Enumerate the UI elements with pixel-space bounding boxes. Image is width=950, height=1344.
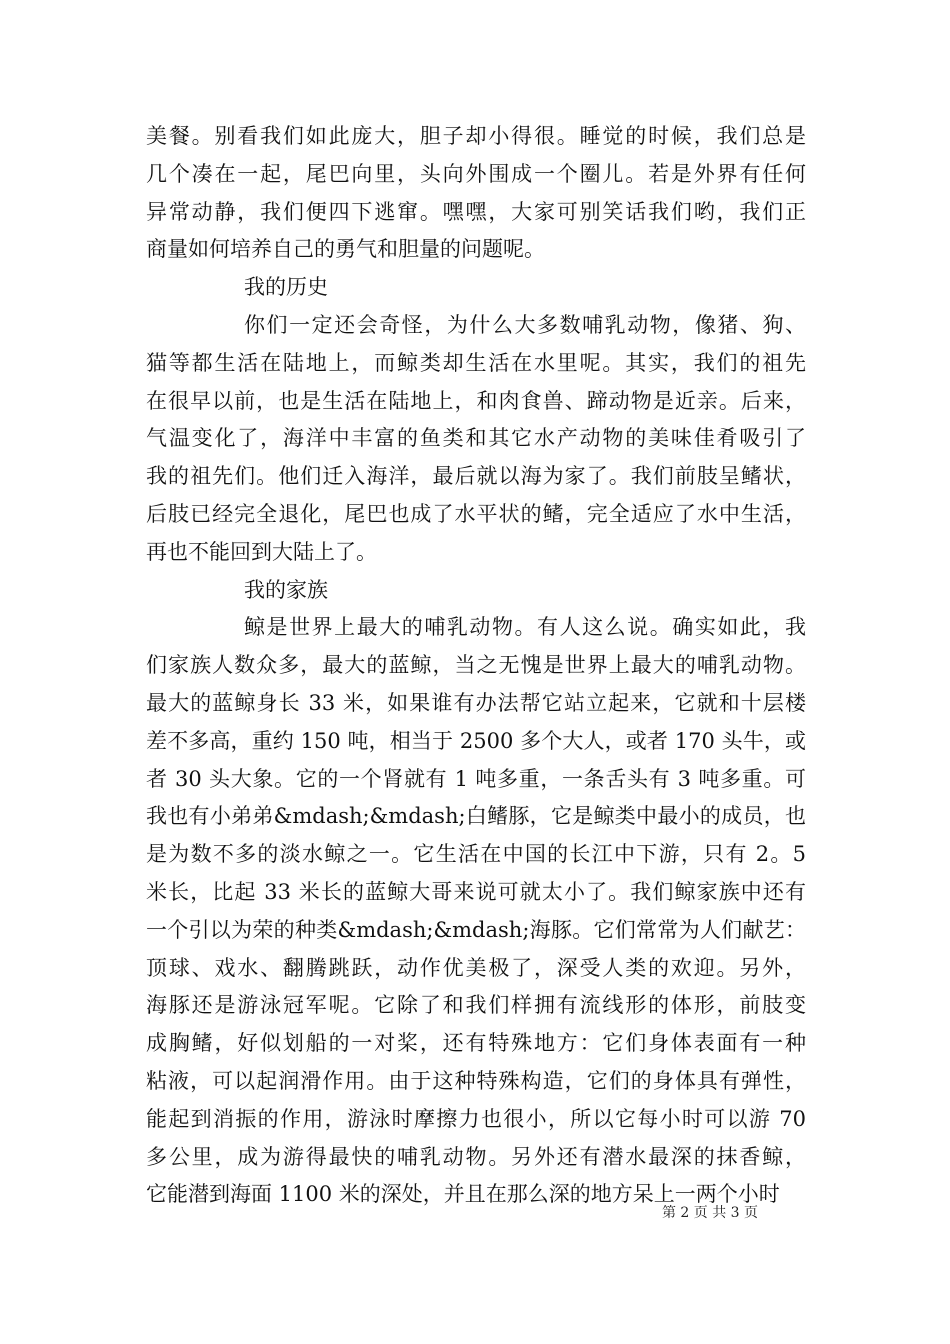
text-line: 差不多高，重约 150 吨，相当于 2500 多个大人，或者 170 头牛，或 — [146, 728, 806, 753]
text-line: 成胸鳍，好似划船的一对桨，还有特殊地方：它们身体表面有一种 — [146, 1031, 806, 1056]
text-line: 粘液，可以起润滑作用。由于这种特殊构造，它们的身体具有弹性， — [146, 1068, 806, 1093]
text-line: 再也不能回到大陆上了。 — [146, 539, 377, 564]
text-line: 是为数不多的淡水鲸之一。它生活在中国的长江中下游，只有 2。5 — [146, 842, 806, 867]
section-heading-family: 我的家族 — [244, 577, 328, 602]
text-line: 后肢已经完全退化，尾巴也成了水平状的鳍，完全适应了水中生活， — [146, 501, 806, 526]
text-line: 最大的蓝鲸身长 33 米，如果谁有办法帮它站立起来，它就和十层楼 — [146, 690, 806, 715]
text-line: 多公里，成为游得最快的哺乳动物。另外还有潜水最深的抹香鲸， — [146, 1144, 806, 1169]
text-line: 顶球、戏水、翻腾跳跃，动作优美极了，深受人类的欢迎。另外， — [146, 955, 806, 980]
text-line: 海豚还是游泳冠军呢。它除了和我们样拥有流线形的体形，前肢变 — [146, 993, 806, 1018]
paragraph — [146, 609, 806, 1214]
text-line: 能起到消振的作用，游泳时摩擦力也很小，所以它每小时可以游 70 — [146, 1106, 806, 1131]
text-line: 几个凑在一起，尾巴向里，头向外围成一个圈儿。若是外界有任何 — [146, 161, 806, 186]
text-line: 在很早以前，也是生活在陆地上，和肉食兽、蹄动物是近亲。后来， — [146, 388, 806, 413]
text-line: 者 30 头大象。它的一个肾就有 1 吨多重，一条舌头有 3 吨多重。可 — [146, 766, 806, 791]
text-line: 它能潜到海面 1100 米的深处，并且在那么深的地方呆上一两个小时 — [146, 1182, 780, 1207]
text-line: 商量如何培养自己的勇气和胆量的问题呢。 — [146, 237, 545, 262]
text-line: 我的祖先们。他们迁入海洋，最后就以海为家了。我们前肢呈鳍状， — [146, 464, 806, 489]
text-line: 美餐。别看我们如此庞大，胆子却小得很。睡觉的时候，我们总是 — [146, 124, 806, 148]
text-line: 异常动静，我们便四下逃窜。嘿嘿，大家可别笑话我们哟，我们正 — [146, 199, 806, 224]
text-line: 鲸是世界上最大的哺乳动物。有人这么说。确实如此，我 — [244, 615, 806, 640]
document-body — [146, 118, 806, 1214]
text-line: 米长，比起 33 米长的蓝鲸大哥来说可就太小了。我们鲸家族中还有 — [146, 879, 806, 904]
page-footer — [0, 1204, 950, 1222]
text-line: 我也有小弟弟&mdash;&mdash;白鳍豚，它是鲸类中最小的成员，也 — [146, 804, 806, 829]
paragraph — [146, 118, 806, 269]
section-heading-history: 我的历史 — [244, 275, 328, 300]
paragraph — [146, 307, 806, 572]
text-line: 猫等都生活在陆地上，而鲸类却生活在水里呢。其实，我们的祖先 — [146, 350, 806, 375]
text-line: 你们一定还会奇怪，为什么大多数哺乳动物，像猪、狗、 — [244, 312, 806, 337]
text-line: 一个引以为荣的种类&mdash;&mdash;海豚。它们常常为人们献艺： — [146, 917, 806, 942]
text-line: 气温变化了，海洋中丰富的鱼类和其它水产动物的美味佳肴吸引了 — [146, 426, 806, 451]
page-number: 第 2 页 共 3 页 — [661, 1205, 759, 1221]
text-line: 们家族人数众多，最大的蓝鲸，当之无愧是世界上最大的哺乳动物。 — [146, 653, 806, 678]
